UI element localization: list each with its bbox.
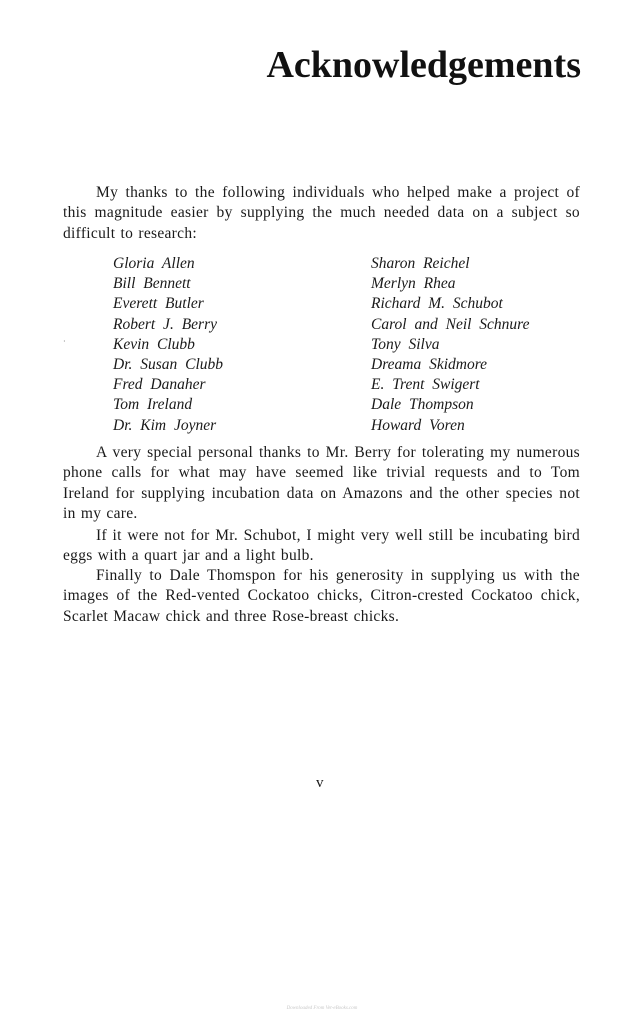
- names-list-right: [371, 254, 530, 436]
- list-item: Everett Butler: [113, 295, 204, 313]
- list-item: Carol and Neil Schnure: [371, 315, 530, 333]
- list-item: Merlyn Rhea: [371, 275, 456, 293]
- page-title: Acknowledgements: [266, 44, 581, 86]
- intro-paragraph: My thanks to the following individuals who helped make a project of this magnitude easier by supplying the much needed data on a subject so difficult to research:: [63, 184, 580, 242]
- list-item: Fred Danaher: [113, 376, 206, 394]
- list-item: Richard M. Schubot: [371, 295, 503, 313]
- stray-mark: ·: [63, 337, 66, 346]
- page-number: v: [316, 775, 324, 791]
- list-item: E. Trent Swigert: [371, 376, 480, 394]
- list-item: Tony Silva: [371, 335, 440, 353]
- list-item: Dale Thompson: [371, 396, 474, 414]
- list-item: Kevin Clubb: [113, 335, 195, 353]
- finally-paragraph: Finally to Dale Thomspon for his generosity in supplying us with the images of the Red-vented Cockatoo chicks, Citron-crested Cockatoo chick, Scarlet Macaw chick and three Rose-breast chicks.: [63, 567, 580, 625]
- list-item: Bill Bennett: [113, 275, 191, 293]
- list-item: Gloria Allen: [113, 255, 195, 272]
- list-item: Howard Voren: [371, 416, 465, 434]
- names-list-left: [113, 254, 223, 436]
- list-item: Dreama Skidmore: [371, 356, 488, 374]
- list-item: Sharon Reichel: [371, 255, 470, 272]
- list-item: Dr. Susan Clubb: [113, 356, 224, 374]
- list-item: Robert J. Berry: [113, 315, 217, 333]
- list-item: Dr. Kim Joyner: [113, 416, 217, 434]
- footer-watermark: Downloaded From Vet-eBooks.com: [286, 1006, 358, 1011]
- special-thanks-paragraph: A very special personal thanks to Mr. Berry for tolerating my numerous phone calls for what may have seemed like trivial requests and to Tom Ireland for supplying incubation data on Amazons and the other species not in my care.: [63, 444, 580, 522]
- schubot-paragraph: If it were not for Mr. Schubot, I might very well still be incubating bird eggs with a quart jar and a light bulb.: [63, 527, 580, 565]
- list-item: Tom Ireland: [113, 396, 193, 414]
